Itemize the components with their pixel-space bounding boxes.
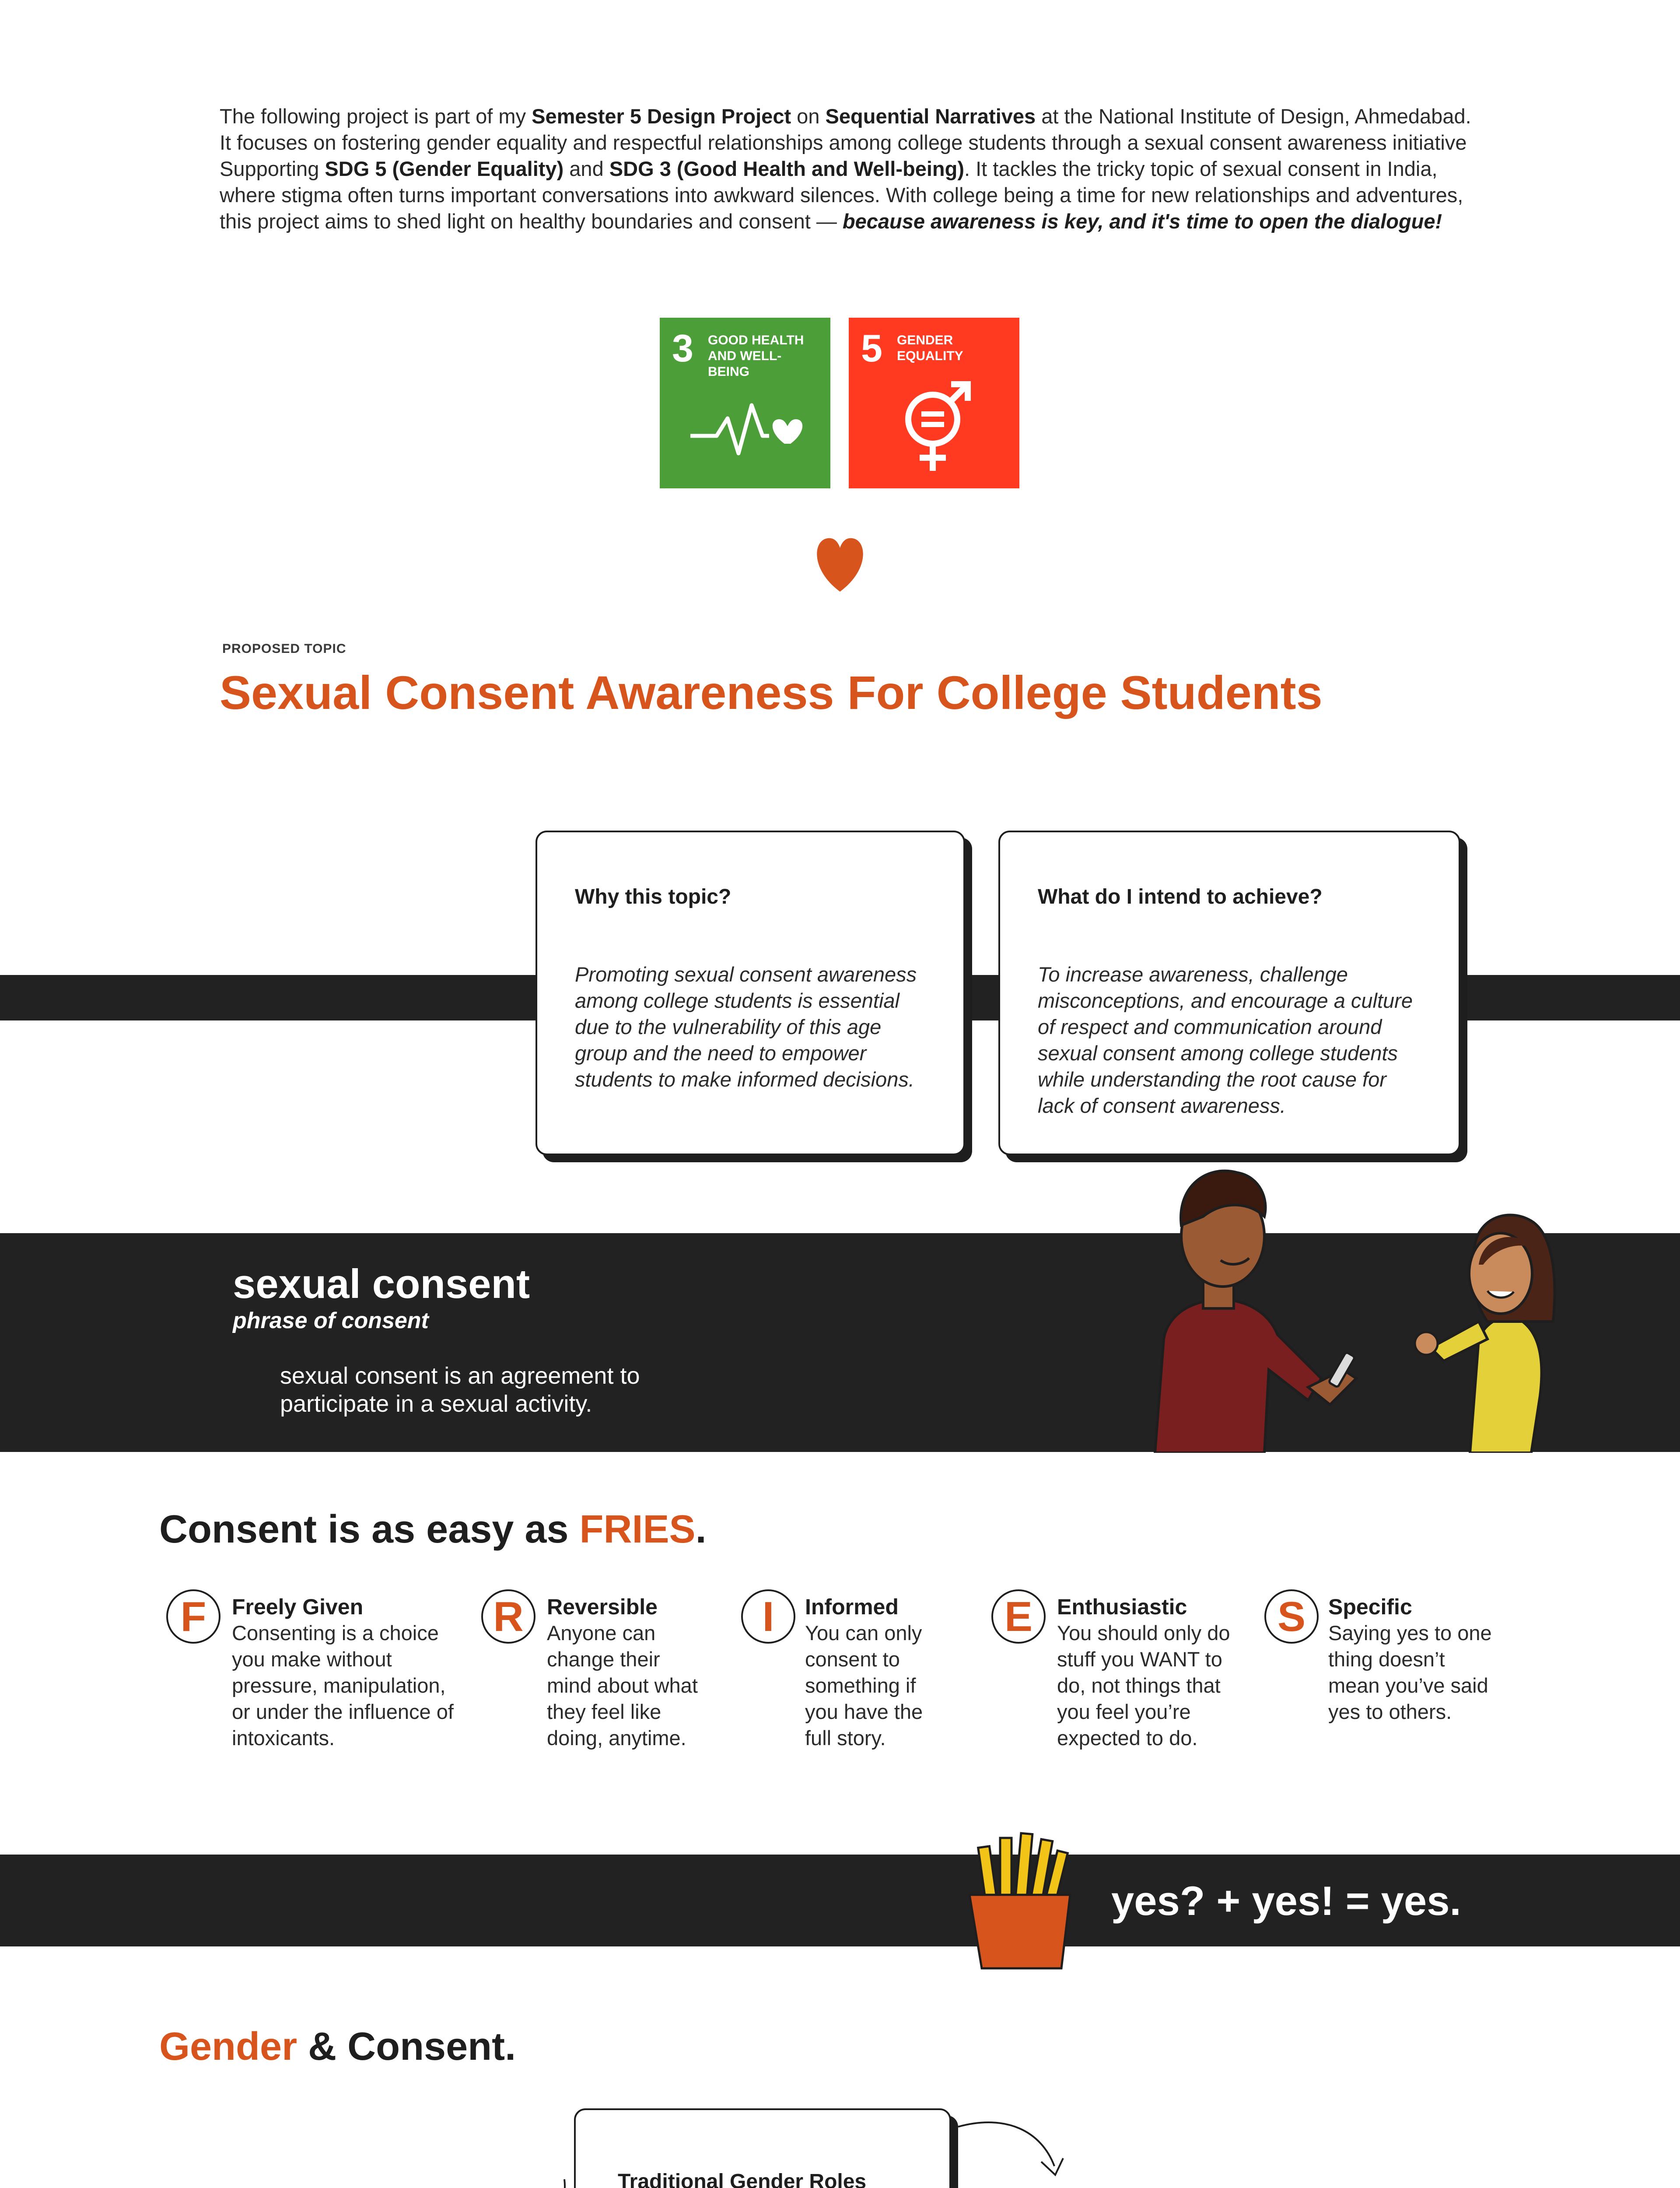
fries-item-specific: Specific Saying yes to one thing doesn’t mean you’ve said yes to others.	[1328, 1595, 1492, 1723]
gender-equality-icon	[897, 379, 976, 475]
fries-item-reversible: Reversible Anyone can change their mind about what they feel like doing, anytime.	[547, 1595, 698, 1750]
fries-box-illustration	[961, 1829, 1079, 1974]
definition-heading: sexual consent	[233, 1261, 530, 1307]
arrow-to-stigmatization-icon	[464, 2170, 578, 2188]
heartbeat-icon	[686, 392, 808, 462]
aim-card	[998, 831, 1460, 1155]
fries-letter-i: I	[741, 1589, 795, 1644]
why-topic-title: Why this topic?	[575, 885, 732, 908]
couple-illustration	[1138, 1133, 1588, 1453]
why-topic-text: Promoting sexual consent awareness among college students is essential due to the vulnerability of this age group and the need to empower students to make informed decisions.	[575, 963, 917, 1091]
gender-consent-heading: Gender & Consent.	[159, 2025, 516, 2069]
page-title: Sexual Consent Awareness For College Students	[220, 666, 1323, 719]
fries-letter-f: F	[166, 1589, 220, 1644]
traditional-gender-roles-card	[574, 2108, 951, 2188]
consent-equation: yes? + yes! = yes.	[1111, 1878, 1461, 1924]
fries-letter-s: S	[1264, 1589, 1319, 1644]
fries-heading: Consent is as easy as FRIES.	[159, 1508, 707, 1551]
definition-subheading: phrase of consent	[233, 1308, 429, 1333]
aim-title: What do I intend to achieve?	[1038, 885, 1323, 908]
why-topic-card	[536, 831, 965, 1155]
fries-item-freely-given: Freely Given Consenting is a choice you make without pressure, manipulation, or under the influence of intoxicants.	[232, 1595, 454, 1750]
fries-item-enthusiastic: Enthusiastic You should only do stuff you WANT to do, not things that you feel you’re expected to do.	[1057, 1595, 1230, 1750]
fries-letter-e: E	[991, 1589, 1046, 1644]
fries-item-informed: Informed You can only consent to something if you have the full story.	[805, 1595, 923, 1750]
aim-text: To increase awareness, challenge misconceptions, and encourage a culture of respect and communication around sexual consent among college students while understanding the root cause for lack of consent awareness.	[1038, 963, 1413, 1117]
fries-letter-r: R	[481, 1589, 536, 1644]
arrow-to-pressure-on-men-icon	[954, 2118, 1068, 2184]
sdg-5-tile: 5 GENDER EQUALITY	[849, 318, 1019, 488]
gender-roles-title: Traditional Gender Roles	[618, 2170, 867, 2188]
proposed-topic-kicker: PROPOSED TOPIC	[222, 642, 346, 656]
intro-paragraph: The following project is part of my Semester 5 Design Project on Sequential Narratives at the National Institute of Design, Ahmedabad. It focuses on fostering gender equality and respectful relationships among college students through a sexual consent awareness initiative Supporting SDG 5 (Gender Equality) and SDG 3 (Good Health and Well-being). It tackles the tricky topic of sexual consent in India, where stigma often turns important conversations into awkward silences. With college being a time for new relationships and adventures, this project aims to shed light on healthy boundaries and consent — because awareness is key, and it's time to open the dialogue!	[220, 105, 1471, 233]
sdg-3-tile: 3 GOOD HEALTH AND WELL-BEING	[660, 318, 830, 488]
heart-icon	[813, 536, 867, 593]
definition-text: sexual consent is an agreement to participate in a sexual activity.	[280, 1363, 640, 1417]
